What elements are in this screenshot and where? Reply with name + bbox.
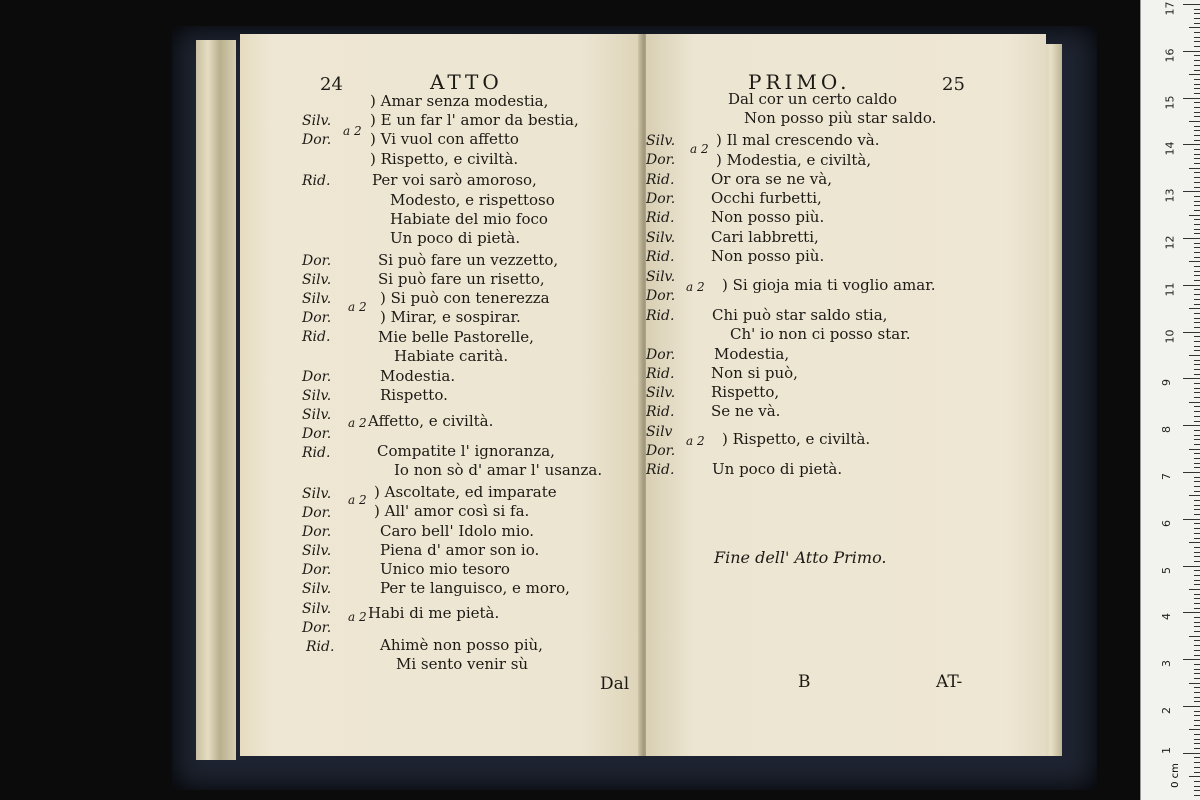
running-header: PRIMO.	[748, 70, 851, 94]
ruler-number: 16	[1163, 48, 1177, 63]
verse-line: Ahimè non posso più,	[380, 636, 543, 654]
ruler-tick	[1194, 631, 1200, 632]
ruler-tick	[1194, 84, 1200, 85]
ruler-tick	[1194, 622, 1200, 623]
ruler-tick	[1194, 388, 1200, 389]
verse-line: Non posso più star saldo.	[744, 109, 937, 127]
ruler-tick	[1194, 313, 1200, 314]
ruler-tick	[1194, 60, 1200, 61]
speaker: Silv.	[646, 385, 676, 401]
ruler-tick	[1194, 210, 1200, 211]
ruler-tick	[1194, 88, 1200, 89]
speaker: Dor.	[302, 562, 332, 578]
ruler-tick	[1189, 449, 1200, 450]
ruler-tick	[1194, 664, 1200, 665]
speaker: Silv.	[646, 269, 676, 285]
speaker: Dor.	[302, 369, 332, 385]
ruler-tick	[1194, 369, 1200, 370]
speaker: Rid.	[646, 366, 675, 382]
verse-line: Occhi furbetti,	[711, 189, 822, 207]
verse-line: Habiate carità.	[394, 347, 509, 365]
ruler-tick	[1194, 271, 1200, 272]
verse-line: Ch' io non ci posso star.	[730, 325, 911, 343]
verse-line: ) Si può con tenerezza	[380, 289, 550, 307]
ruler-tick	[1194, 130, 1200, 131]
ruler-tick	[1194, 126, 1200, 127]
ruler-tick	[1194, 18, 1200, 19]
left-page	[240, 34, 642, 756]
ruler-tick	[1194, 463, 1200, 464]
ruler-tick	[1194, 430, 1200, 431]
ruler-tick	[1189, 215, 1200, 216]
ruler-tick	[1194, 617, 1200, 618]
verse-line: Per voi sarò amoroso,	[372, 171, 537, 189]
a2-mark: a 2	[686, 280, 705, 294]
speaker: Silv.	[646, 133, 676, 149]
ruler-tick	[1194, 182, 1200, 183]
ruler-tick	[1194, 243, 1200, 244]
ruler-tick	[1194, 233, 1200, 234]
ruler-tick	[1194, 93, 1200, 94]
ruler-tick	[1194, 201, 1200, 202]
ruler-tick	[1183, 332, 1200, 333]
ruler-tick	[1194, 37, 1200, 38]
ruler-tick	[1194, 743, 1200, 744]
speaker: Rid.	[302, 329, 331, 345]
ruler-tick	[1183, 425, 1200, 426]
speaker: Silv.	[646, 230, 676, 246]
ruler-tick	[1194, 748, 1200, 749]
verse-line: Rispetto,	[711, 383, 780, 401]
ruler-tick	[1194, 421, 1200, 422]
ruler-tick	[1194, 673, 1200, 674]
ruler-tick	[1194, 172, 1200, 173]
verse-line: ) Rispetto, e civiltà.	[722, 430, 871, 448]
a2-mark: a 2	[686, 434, 705, 448]
speaker: Silv.	[302, 272, 332, 288]
ruler-tick	[1194, 486, 1200, 487]
ruler-tick	[1183, 51, 1200, 52]
ruler-tick	[1183, 612, 1200, 613]
verse-line: Non posso più.	[711, 208, 825, 226]
ruler-tick	[1194, 584, 1200, 585]
verse-line: ) Ascoltate, ed imparate	[374, 483, 557, 501]
verse-line: Mi sento venir sù	[396, 655, 529, 673]
ruler-tick	[1189, 402, 1200, 403]
speaker: Rid.	[646, 172, 675, 188]
ruler-tick	[1194, 322, 1200, 323]
verse-line: ) All' amor così si fa.	[374, 502, 530, 520]
verse-line: ) Mirar, e sospirar.	[380, 308, 521, 326]
ruler-tick	[1194, 177, 1200, 178]
ruler-tick	[1194, 392, 1200, 393]
a2-mark: a 2	[348, 610, 367, 624]
a2-mark: a 2	[690, 142, 709, 156]
ruler-tick	[1194, 561, 1200, 562]
ruler-tick	[1194, 341, 1200, 342]
right-page	[646, 34, 1046, 756]
ruler-number: 13	[1163, 188, 1177, 203]
speaker: Silv	[646, 424, 673, 440]
ruler-tick	[1194, 112, 1200, 113]
ruler-tick	[1194, 720, 1200, 721]
a2-mark: a 2	[343, 124, 362, 138]
ruler-tick	[1183, 472, 1200, 473]
ruler-tick	[1194, 9, 1200, 10]
ruler-tick	[1194, 547, 1200, 548]
ruler-tick	[1194, 406, 1200, 407]
ruler-tick	[1194, 580, 1200, 581]
verse-line: Non si può,	[711, 364, 798, 382]
ruler-tick	[1194, 32, 1200, 33]
speaker: Dor.	[646, 152, 676, 168]
speaker: Rid.	[646, 404, 675, 420]
speaker: Silv.	[302, 291, 332, 307]
ruler-tick	[1194, 13, 1200, 14]
ruler-tick	[1194, 505, 1200, 506]
speaker: Rid.	[646, 210, 675, 226]
ruler-number: 6	[1160, 520, 1173, 527]
speaker: Dor.	[302, 524, 332, 540]
verse-line: Chi può star saldo stia,	[712, 306, 888, 324]
verse-line: Modesto, e rispettoso	[390, 191, 555, 209]
ruler-tick	[1194, 453, 1200, 454]
ruler-tick	[1194, 219, 1200, 220]
ruler-tick	[1194, 327, 1200, 328]
ruler-number: 10	[1163, 329, 1177, 344]
ruler-tick	[1183, 706, 1200, 707]
verse-line: Per te languisco, e moro,	[380, 579, 570, 597]
ruler-tick	[1194, 523, 1200, 524]
ruler-number: 17	[1163, 1, 1177, 16]
verse-line: Dal cor un certo caldo	[728, 90, 898, 108]
running-header: ATTO	[430, 70, 503, 94]
verse-line: Habi di me pietà.	[368, 604, 500, 622]
verse-line: ) Si gioja mia ti voglio amar.	[722, 276, 936, 294]
ruler-tick	[1194, 229, 1200, 230]
speaker: Silv.	[302, 388, 332, 404]
speaker: Rid.	[302, 173, 331, 189]
ruler-tick	[1194, 687, 1200, 688]
ruler-tick	[1194, 458, 1200, 459]
ruler-tick	[1194, 467, 1200, 468]
ruler-tick	[1194, 289, 1200, 290]
ruler-tick	[1194, 299, 1200, 300]
ruler-tick	[1194, 701, 1200, 702]
ruler-tick	[1194, 360, 1200, 361]
ruler-tick	[1194, 655, 1200, 656]
ruler-tick	[1194, 23, 1200, 24]
ruler-tick	[1183, 285, 1200, 286]
verse-line: Rispetto.	[380, 386, 448, 404]
ruler-tick	[1189, 683, 1200, 684]
verse-line: Se ne và.	[711, 402, 781, 420]
ruler-tick	[1194, 626, 1200, 627]
ruler-tick	[1194, 556, 1200, 557]
verse-line: ) Amar senza modestia,	[370, 92, 549, 110]
ruler-tick	[1194, 346, 1200, 347]
ruler-number: 14	[1163, 141, 1177, 156]
ruler-tick	[1194, 767, 1200, 768]
speaker: Dor.	[646, 288, 676, 304]
ruler-tick	[1194, 772, 1200, 773]
ruler-unit: 0 cm	[1169, 763, 1181, 788]
speaker: Dor.	[302, 253, 332, 269]
page-edges-left	[196, 40, 236, 760]
ruler-tick	[1194, 275, 1200, 276]
ruler-tick	[1194, 102, 1200, 103]
verse-line: Modestia,	[714, 345, 790, 363]
speaker: Silv.	[302, 601, 332, 617]
ruler-tick	[1194, 500, 1200, 501]
ruler-tick	[1194, 795, 1200, 796]
ruler-tick	[1189, 776, 1200, 777]
speaker: Rid.	[646, 308, 675, 324]
ruler-tick	[1194, 439, 1200, 440]
ruler-tick	[1183, 519, 1200, 520]
ruler-tick	[1194, 790, 1200, 791]
ruler-tick	[1194, 570, 1200, 571]
ruler-tick	[1194, 552, 1200, 553]
ruler-tick	[1194, 318, 1200, 319]
ruler-tick	[1194, 140, 1200, 141]
ruler-tick	[1194, 715, 1200, 716]
ruler-tick	[1194, 640, 1200, 641]
ruler-tick	[1189, 495, 1200, 496]
speaker: Dor.	[646, 443, 676, 459]
ruler-tick	[1194, 79, 1200, 80]
verse-line: ) Rispetto, e civiltà.	[370, 150, 519, 168]
ruler-number: 1	[1160, 747, 1173, 754]
verse-line: ) Vi vuol con affetto	[370, 130, 519, 148]
verse-line: Modestia.	[380, 367, 456, 385]
ruler-number: 9	[1160, 379, 1173, 386]
verse-line: Non posso più.	[711, 247, 825, 265]
ruler-tick	[1183, 566, 1200, 567]
ruler-tick	[1194, 154, 1200, 155]
ruler-tick	[1194, 444, 1200, 445]
verse-line: ) Il mal crescendo và.	[716, 131, 880, 149]
ruler-tick	[1194, 107, 1200, 108]
ruler-tick	[1183, 238, 1200, 239]
ruler-tick	[1194, 46, 1200, 47]
ruler-tick	[1183, 659, 1200, 660]
speaker: Dor.	[646, 191, 676, 207]
ruler-tick	[1189, 355, 1200, 356]
ruler-tick	[1194, 575, 1200, 576]
ruler-tick	[1194, 266, 1200, 267]
ruler-tick	[1194, 158, 1200, 159]
a2-mark: a 2	[348, 493, 367, 507]
ruler-tick	[1194, 149, 1200, 150]
ruler-tick	[1194, 739, 1200, 740]
ruler-tick	[1194, 374, 1200, 375]
ruler-tick	[1194, 280, 1200, 281]
speaker: Rid.	[646, 249, 675, 265]
verse-line: Caro bell' Idolo mio.	[380, 522, 535, 540]
ruler-tick	[1194, 247, 1200, 248]
ruler-tick	[1194, 603, 1200, 604]
ruler-tick	[1194, 187, 1200, 188]
ruler-tick	[1194, 135, 1200, 136]
ruler-tick	[1194, 509, 1200, 510]
ruler-tick	[1194, 41, 1200, 42]
verse-line: Io non sò d' amar l' usanza.	[394, 461, 603, 479]
ruler-tick	[1194, 304, 1200, 305]
ruler-tick	[1194, 163, 1200, 164]
catchword: Dal	[600, 674, 630, 694]
ruler-number: 7	[1160, 473, 1173, 480]
ruler-tick	[1189, 729, 1200, 730]
verse-line: Or ora se ne và,	[711, 170, 832, 188]
a2-mark: a 2	[348, 416, 367, 430]
ruler-tick	[1194, 383, 1200, 384]
speaker: Dor.	[302, 310, 332, 326]
ruler-tick	[1194, 608, 1200, 609]
ruler-tick	[1194, 205, 1200, 206]
speaker: Rid.	[306, 639, 335, 655]
ruler-tick	[1194, 116, 1200, 117]
ruler-number: 3	[1160, 660, 1173, 667]
speaker: Dor.	[302, 620, 332, 636]
verse-line: Habiate del mio foco	[390, 210, 548, 228]
verse-line: Compatite l' ignoranza,	[377, 442, 555, 460]
ruler-tick	[1194, 781, 1200, 782]
ruler-tick	[1194, 416, 1200, 417]
ruler-tick	[1194, 257, 1200, 258]
verse-line: Piena d' amor son io.	[380, 541, 540, 559]
ruler-tick	[1183, 4, 1200, 5]
ruler-tick	[1194, 533, 1200, 534]
speaker: Dor.	[646, 347, 676, 363]
ruler-tick	[1194, 734, 1200, 735]
ruler-tick	[1194, 528, 1200, 529]
speaker: Silv.	[302, 581, 332, 597]
ruler-tick	[1189, 261, 1200, 262]
ruler-tick	[1194, 725, 1200, 726]
ruler-number: 11	[1163, 282, 1177, 297]
verse-line: Si può fare un vezzetto,	[378, 251, 559, 269]
a2-mark: a 2	[348, 300, 367, 314]
ruler-tick	[1183, 378, 1200, 379]
speaker: Dor.	[302, 505, 332, 521]
speaker: Rid.	[646, 462, 675, 478]
ruler-tick	[1194, 350, 1200, 351]
ruler-tick	[1183, 144, 1200, 145]
ruler-tick	[1194, 477, 1200, 478]
catchword: AT-	[936, 672, 963, 692]
speaker: Silv.	[302, 486, 332, 502]
ruler-tick	[1194, 514, 1200, 515]
ruler-tick	[1194, 491, 1200, 492]
ruler-tick	[1189, 121, 1200, 122]
ruler-tick	[1189, 168, 1200, 169]
ruler-tick	[1194, 364, 1200, 365]
ruler-tick	[1194, 481, 1200, 482]
ruler-tick	[1189, 308, 1200, 309]
verse-line: ) E un far l' amor da bestia,	[370, 111, 579, 129]
ruler-number: 2	[1160, 707, 1173, 714]
ruler-tick	[1194, 757, 1200, 758]
ruler-tick	[1194, 252, 1200, 253]
verse-line: Cari labbretti,	[711, 228, 819, 246]
ruler-tick	[1183, 753, 1200, 754]
ruler-tick	[1194, 678, 1200, 679]
ruler-tick	[1194, 435, 1200, 436]
ruler-tick	[1194, 645, 1200, 646]
measurement-ruler	[1140, 0, 1200, 800]
ruler-tick	[1189, 636, 1200, 637]
verse-line: Un poco di pietà.	[712, 460, 843, 478]
ruler-tick	[1194, 598, 1200, 599]
verse-line: Si può fare un risetto,	[378, 270, 545, 288]
speaker: Dor.	[302, 426, 332, 442]
ruler-number: 5	[1160, 567, 1173, 574]
ruler-tick	[1194, 669, 1200, 670]
ruler-tick	[1194, 55, 1200, 56]
verse-line: ) Modestia, e civiltà,	[716, 151, 872, 169]
ruler-tick	[1194, 697, 1200, 698]
ruler-tick	[1194, 224, 1200, 225]
ruler-tick	[1194, 397, 1200, 398]
verse-line: Affetto, e civiltà.	[368, 412, 494, 430]
ruler-tick	[1194, 594, 1200, 595]
ruler-number: 12	[1163, 235, 1177, 250]
ruler-tick	[1194, 692, 1200, 693]
ruler-tick	[1194, 711, 1200, 712]
ruler-tick	[1194, 411, 1200, 412]
page-number: 25	[942, 74, 965, 95]
signature-mark: B	[798, 672, 811, 692]
verse-line: Unico mio tesoro	[380, 560, 510, 578]
ruler-tick	[1194, 294, 1200, 295]
speaker: Silv.	[302, 407, 332, 423]
ruler-tick	[1194, 196, 1200, 197]
verse-line: Mie belle Pastorelle,	[378, 328, 534, 346]
ruler-tick	[1194, 538, 1200, 539]
ruler-tick	[1189, 542, 1200, 543]
ruler-number: 8	[1160, 426, 1173, 433]
act-closing: Fine dell' Atto Primo.	[714, 548, 887, 567]
page-number: 24	[320, 74, 343, 95]
ruler-tick	[1194, 786, 1200, 787]
ruler-tick	[1194, 65, 1200, 66]
ruler-tick	[1194, 70, 1200, 71]
speaker: Rid.	[302, 445, 331, 461]
verse-line: Un poco di pietà.	[390, 229, 521, 247]
ruler-tick	[1194, 762, 1200, 763]
ruler-number: 4	[1160, 613, 1173, 620]
ruler-tick	[1189, 74, 1200, 75]
ruler-tick	[1183, 98, 1200, 99]
ruler-tick	[1194, 336, 1200, 337]
ruler-tick	[1183, 191, 1200, 192]
ruler-tick	[1194, 650, 1200, 651]
ruler-tick	[1189, 589, 1200, 590]
ruler-number: 15	[1163, 95, 1177, 110]
ruler-tick	[1189, 27, 1200, 28]
speaker: Silv.	[302, 543, 332, 559]
speaker: Dor.	[302, 132, 332, 148]
speaker: Silv.	[302, 113, 332, 129]
